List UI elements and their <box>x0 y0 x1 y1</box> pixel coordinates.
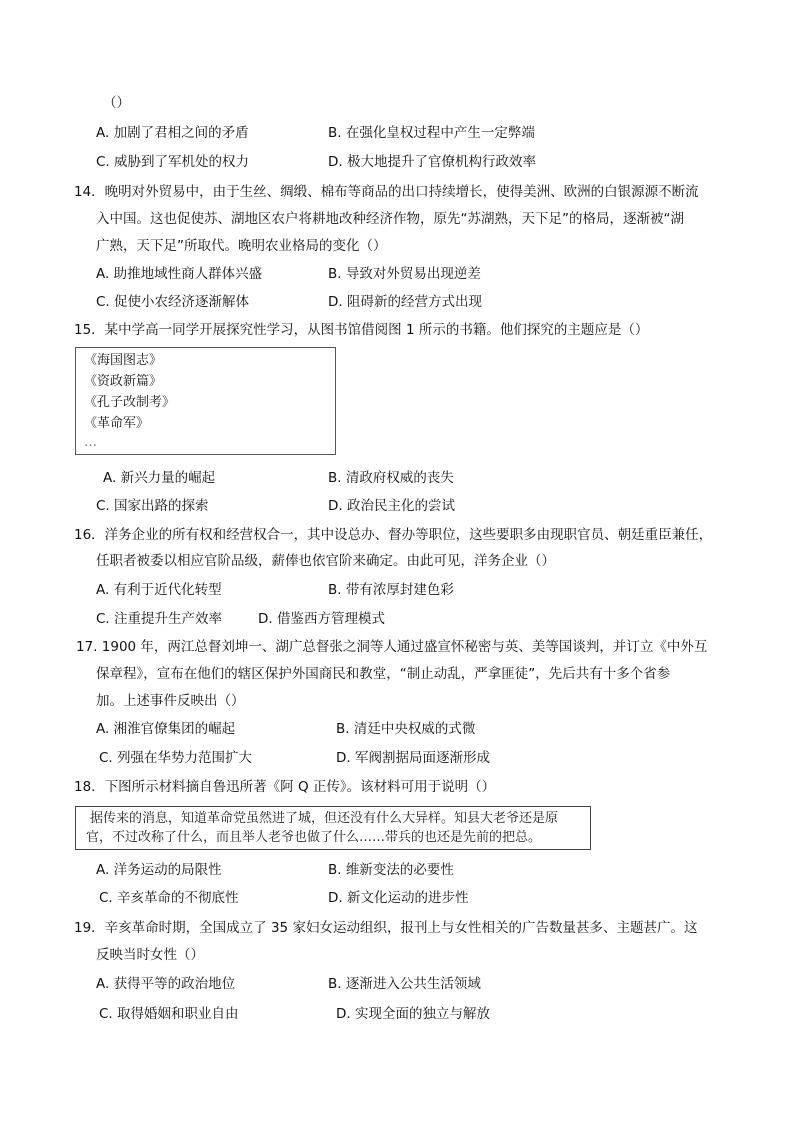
q17-option-c: C. 列强在华势力范围扩大 <box>99 750 253 766</box>
q13-option-d: D. 极大地提升了官僚机构行政效率 <box>328 154 536 170</box>
q16-stem-line2: 任职者被委以相应官阶品级，薪俸也依官阶来确定。由此可见，洋务企业（） <box>96 553 555 569</box>
q15-book-2: 《资政新篇》 <box>84 374 163 389</box>
q19-stem-line1: 19．辛亥革命时期，全国成立了 35 家妇女运动组织，报刊上与女性相关的广告数量甚多、主题甚广。这 <box>74 920 698 936</box>
q19-option-c: C. 取得婚姻和职业自由 <box>99 1006 239 1022</box>
q13-option-a: A. 加剧了君相之间的矛盾 <box>96 125 249 141</box>
q17-stem-line1: 17. 1900 年，两江总督刘坤一、湖广总督张之洞等人通过盛宣怀秘密与英、美等国谈判，并订立《中外互 <box>76 639 708 655</box>
q18-stem-line1: 18．下图所示材料摘自鲁迅所著《阿 Q 正传》。该材料可用于说明（） <box>74 779 496 795</box>
q18-quote-line1: 据传来的消息，知道革命党虽然进了城，但还没有什么大异样。知县大老爷还是原 <box>90 811 559 826</box>
q19-option-a: A. 获得平等的政治地位 <box>96 976 236 992</box>
q15-book-4: 《革命军》 <box>84 416 150 431</box>
q17-stem-line2: 保章程》，宣布在他们的辖区保护外国商民和教堂，“制止动乱，严拿匪徒”，先后共有十多个省参 <box>96 666 671 682</box>
q15-option-a: A. 新兴力量的崛起 <box>103 470 216 486</box>
q15-book-ellipsis: … <box>84 435 97 450</box>
q14-stem-line3: 广熟，天下足”所取代。晚明农业格局的变化（） <box>96 238 387 254</box>
q13-option-b: B. 在强化皇权过程中产生一定弊端 <box>328 125 535 141</box>
q14-option-b: B. 导致对外贸易出现逆差 <box>328 266 481 282</box>
q16-option-c: C. 注重提升生产效率 <box>96 611 223 627</box>
q15-book-list-box <box>75 347 336 455</box>
q15-option-d: D. 政治民主化的尝试 <box>328 498 455 514</box>
q16-option-a: A. 有利于近代化转型 <box>96 582 222 598</box>
q18-quote-box <box>75 806 591 850</box>
q13-cont: （） <box>103 95 130 111</box>
q17-stem-line3: 加。上述事件反映出（） <box>96 693 245 709</box>
q18-option-b: B. 维新变法的必要性 <box>328 862 454 878</box>
q14-option-d: D. 阻碍新的经营方式出现 <box>328 294 482 310</box>
q15-option-c: C. 国家出路的探索 <box>96 498 209 514</box>
q14-option-a: A. 助推地域性商人群体兴盛 <box>96 266 263 282</box>
q19-option-b: B. 逐渐进入公共生活领域 <box>328 976 481 992</box>
q15-book-3: 《孔子改制考》 <box>84 395 176 410</box>
q15-book-1: 《海国图志》 <box>84 353 163 368</box>
q19-stem-line2: 反映当时女性（） <box>96 947 204 963</box>
q16-stem-line1: 16．洋务企业的所有权和经营权合一，其中设总办、督办等职位，这些要职多由现职官员、朝廷重臣兼任， <box>74 527 713 543</box>
q18-option-a: A. 洋务运动的局限性 <box>96 862 222 878</box>
q15-stem-line1: 15．某中学高一同学开展探究性学习，从图书馆借阅图 1 所示的书籍。他们探究的主题应是（） <box>74 322 649 338</box>
q18-option-d: D. 新文化运动的进步性 <box>328 890 469 906</box>
q17-option-d: D. 军阀割据局面逐渐形成 <box>336 750 490 766</box>
q16-option-d: D. 借鉴西方管理模式 <box>258 611 385 627</box>
q19-option-d: D. 实现全面的独立与解放 <box>336 1006 490 1022</box>
q17-option-a: A. 湘淮官僚集团的崛起 <box>96 721 236 737</box>
q18-quote-line2: 官，不过改称了什么，而且举人老爷也做了什么……带兵的也还是先前的把总。 <box>86 830 542 845</box>
q13-option-c: C. 威胁到了军机处的权力 <box>96 154 250 170</box>
q16-option-b: B. 带有浓厚封建色彩 <box>328 582 454 598</box>
q17-option-b: B. 清廷中央权威的式微 <box>336 721 476 737</box>
q14-option-c: C. 促使小农经济逐渐解体 <box>96 294 250 310</box>
q14-stem-line2: 入中国。这也促使苏、湖地区农户将耕地改种经济作物，原先“苏湖熟，天下足”的格局，逐渐被“湖 <box>96 211 684 227</box>
q14-stem-line1: 14．晚明对外贸易中，由于生丝、绸缎、棉布等商品的出口持续增长，使得美洲、欧洲的白银源源不断流 <box>74 184 699 200</box>
q15-option-b: B. 清政府权威的丧失 <box>328 470 454 486</box>
q18-option-c: C. 辛亥革命的不彻底性 <box>99 890 239 906</box>
